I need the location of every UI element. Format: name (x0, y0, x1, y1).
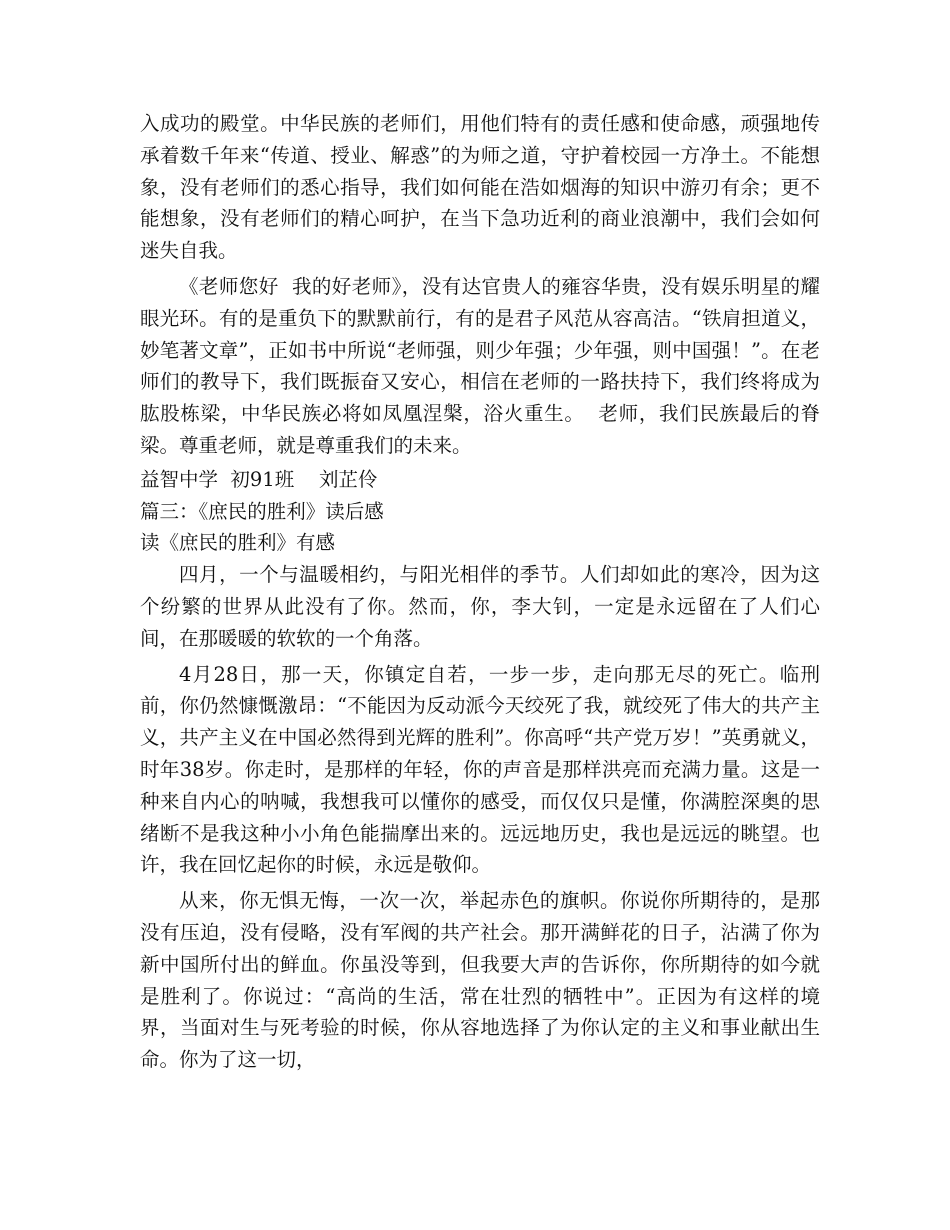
signature-line: 益智中学 初91班 刘芷伶 (140, 467, 378, 491)
paragraph-2: 《老师您好 我的好老师》，没有达官贵人的雍容华贵，没有娱乐明星的耀眼光环。有的是重负下的默默前行，有的是君子风范从容高洁。“铁肩担道义，妙笔著文章”，正如书中所说“老师强，则少年强；少年强，则中国强！”。在老师们的教导下，我们既振奋又安心，相信在老师的一路扶持下，我们终将成为肱股栋梁，中华民族必将如凤凰涅槃，浴火重生。 老师，我们民族最后的脊梁。尊重老师，就是尊重我们的未来。 (140, 274, 820, 457)
section-title: 篇三：《庶民的胜利》读后感 (140, 499, 384, 523)
paragraph-4: 4月28日，那一天，你镇定自若，一步一步，走向那无尽的死亡。临刑前，你仍然慷慨激昂：“不能因为反动派今天绞死了我，就绞死了伟大的共产主义，共产主义在中国必然得到光辉的胜利”。你高呼“共产党万岁！”英勇就义，时年38岁。你走时，是那样的年轻，你的声音是那样洪亮而充满力量。这是一种来自内心的呐喊，我想我可以懂你的感受，而仅仅只是懂，你满腔深奥的思绪断不是我这种小小角色能揣摩出来的。远远地历史，我也是远远的眺望。也许，我在回忆起你的时候，永远是敬仰。 (140, 662, 820, 877)
section-subtitle: 读《庶民的胜利》有感 (140, 531, 336, 555)
paragraph-3: 四月，一个与温暖相约，与阳光相伴的季节。人们却如此的寒冷，因为这个纷繁的世界从此没有了你。然而，你，李大钊，一定是永远留在了人们心间，在那暖暖的软软的一个角落。 (140, 563, 820, 650)
paragraph-5: 从来，你无惧无悔，一次一次，举起赤色的旗帜。你说你所期待的，是那没有压迫，没有侵略，没有军阀的共产社会。那开满鲜花的日子，沾满了你为新中国所付出的鲜血。你虽没等到，但我要大声的告诉你，你所期待的如今就是胜利了。你说过：“高尚的生活，常在壮烈的牺牲中”。正因为有这样的境界，当面对生与死考验的时候，你从容地选择了为你认定的主义和事业献出生命。你为了这一切， (140, 889, 820, 1072)
paragraph-1: 入成功的殿堂。中华民族的老师们，用他们特有的责任感和使命感，顽强地传承着数千年来“传道、授业、解惑”的为师之道，守护着校园一方净土。不能想象，没有老师们的悉心指导，我们如何能在浩如烟海的知识中游刃有余；更不能想象，没有老师们的精心呵护，在当下急功近利的商业浪潮中，我们会如何迷失自我。 (140, 112, 820, 263)
document-page (140, 108, 820, 1076)
